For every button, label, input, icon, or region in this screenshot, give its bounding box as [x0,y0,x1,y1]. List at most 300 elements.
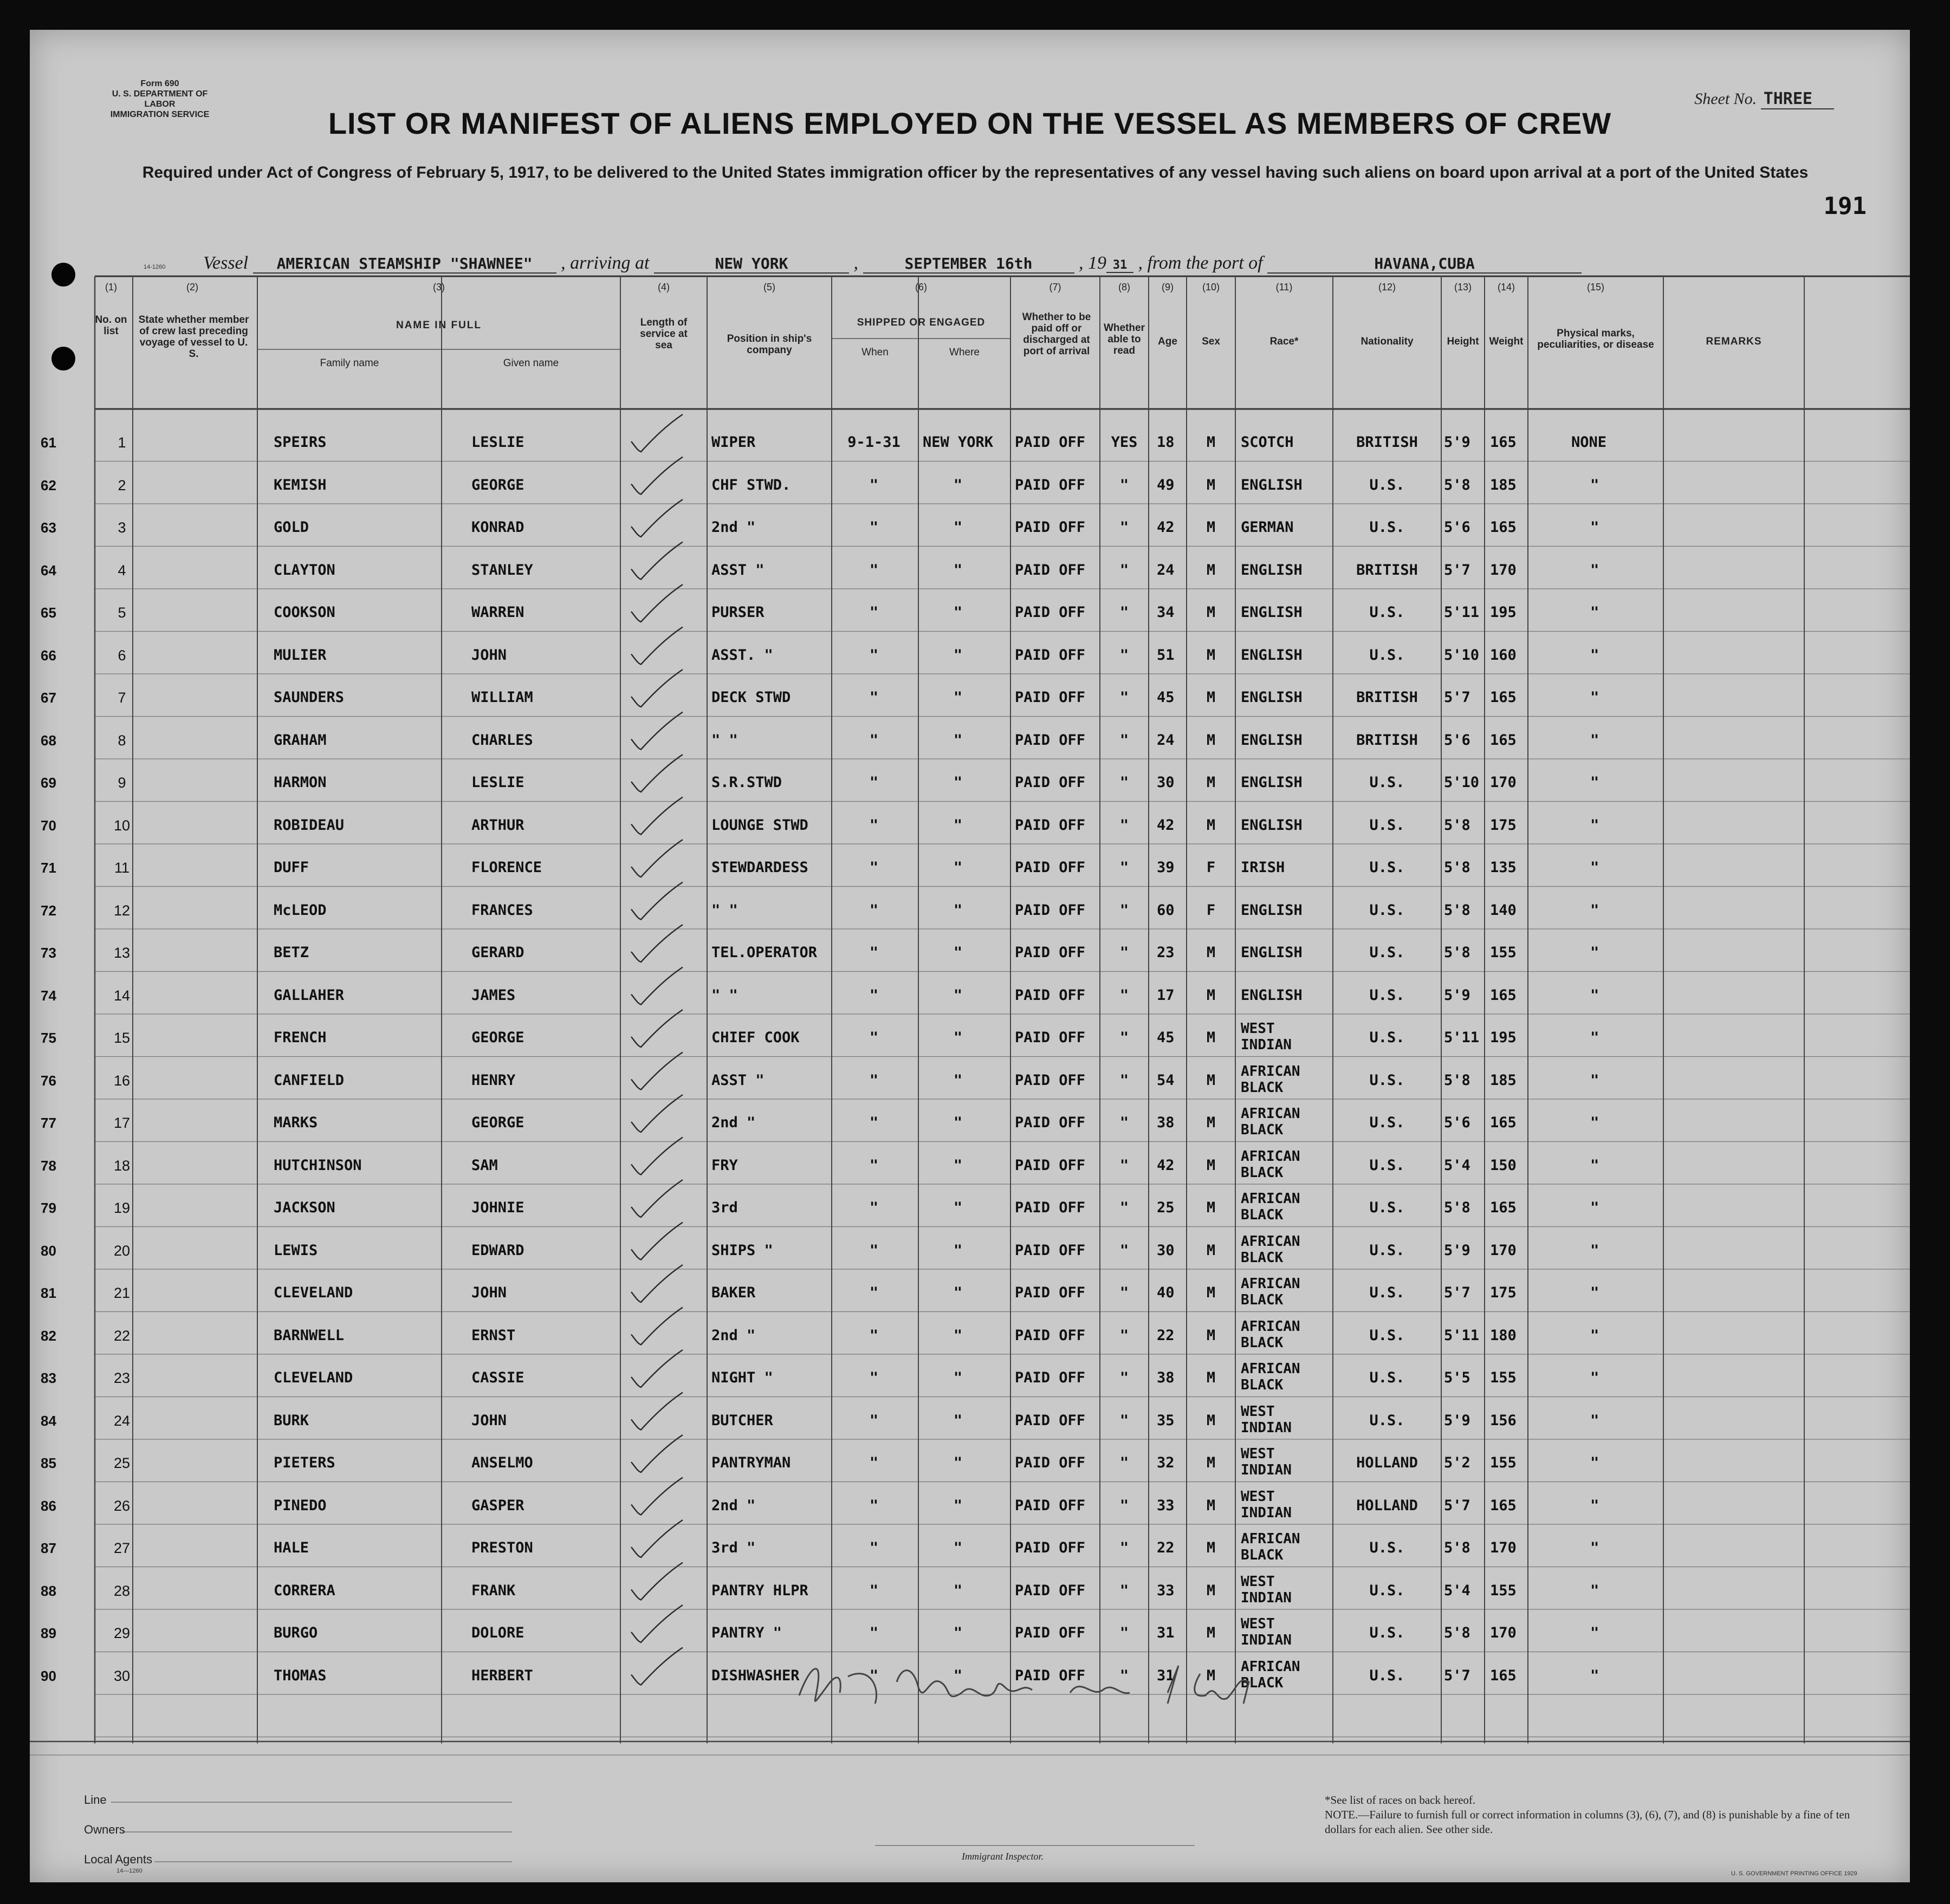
weight: 150 [1490,1156,1517,1174]
row-number: 3 [118,519,126,536]
family-name: ROBIDEAU [274,816,345,834]
position: STEWDARDESS [711,859,808,876]
col12-label: Nationality [1361,336,1414,347]
age: 31 [1157,1667,1175,1684]
physical-marks: " [1590,1369,1599,1386]
nationality: U.S. [1369,604,1405,621]
shipped-when: " [869,1369,879,1386]
height: 5'5 [1444,1369,1470,1386]
shipped-where: " [953,1624,963,1641]
nationality: U.S. [1369,1156,1405,1174]
manifest-sheet [30,30,1910,1882]
age: 24 [1157,731,1175,749]
check-mark-icon [631,1223,683,1260]
family-name: THOMAS [274,1667,327,1684]
page-subtitle: Required under Act of Congress of February 5, 1917, to be delivered to the United States immigration officer by the representatives of any vessel having such aliens on board upon arrival at a port of the United States [142,164,1809,181]
shipped-where: " [953,476,963,493]
nationality: U.S. [1369,1199,1405,1216]
height: 5'8 [1444,816,1470,834]
shipped-when: " [869,1412,879,1429]
shipped-when: " [869,1114,879,1131]
shipped-where: " [953,561,963,579]
given-name: WARREN [471,604,524,621]
race: ENGLISH [1241,944,1303,961]
given-name: KONRAD [471,519,524,536]
row-margin-number: 76 [41,1072,56,1089]
row-number: 2 [118,477,126,493]
shipped-where: " [953,1582,963,1599]
check-mark-icon [631,1265,683,1302]
able-to-read: " [1119,731,1129,749]
family-name: MARKS [274,1114,318,1131]
sex: M [1206,1199,1216,1216]
paid-off: PAID OFF [1015,859,1086,876]
shipped-when: " [869,1199,879,1216]
sex: M [1206,1369,1216,1386]
row-number: 5 [118,605,126,621]
col3-given: Given name [503,358,559,369]
height: 5'8 [1444,901,1470,919]
row-margin-number: 84 [41,1412,56,1429]
age: 60 [1157,901,1175,919]
paid-off: PAID OFF [1015,1539,1086,1556]
row-number: 23 [113,1370,131,1386]
family-name: HARMON [274,774,327,791]
shipped-where: " [953,986,963,1004]
able-to-read: " [1119,1412,1129,1429]
shipped-where: " [953,1369,963,1386]
row-margin-number: 69 [41,775,56,791]
shipped-where: " [953,1029,963,1046]
footer-agents-label: Local Agents [84,1853,152,1866]
paid-off: PAID OFF [1015,1497,1086,1514]
check-mark-icon [631,1478,683,1515]
physical-marks: " [1590,1582,1599,1599]
physical-marks: " [1590,689,1599,706]
able-to-read: " [1119,561,1129,579]
col15-label: Physical marks, peculiarities, or disease [1537,328,1654,350]
sex: F [1206,901,1216,919]
col8-label: Whether able to read [1104,322,1145,356]
able-to-read: " [1119,1071,1129,1089]
row-margin-number: 65 [41,605,56,621]
paid-off: PAID OFF [1015,689,1086,706]
position: BUTCHER [711,1412,773,1429]
able-to-read: " [1119,944,1129,961]
position: PURSER [711,604,765,621]
age: 18 [1157,434,1175,451]
weight: 195 [1490,1029,1517,1046]
weight: 170 [1490,1624,1517,1641]
col7-num: (7) [1049,282,1061,293]
row-number: 19 [113,1200,131,1216]
sex: M [1206,1412,1216,1429]
sheet-value: THREE [1761,89,1834,109]
paid-off: PAID OFF [1015,1624,1086,1641]
col6-label: SHIPPED OR ENGAGED [857,317,986,328]
shipped-where: " [953,604,963,621]
physical-marks: " [1590,1412,1599,1429]
race: AFRICAN BLACK [1241,1191,1300,1223]
position: SHIPS " [711,1242,773,1259]
family-name: BURK [274,1412,309,1429]
height: 5'8 [1444,1199,1470,1216]
shipped-where: " [953,1497,963,1514]
row-number: 4 [118,562,126,579]
able-to-read: " [1119,1667,1129,1684]
nationality: HOLLAND [1356,1454,1418,1471]
able-to-read: " [1119,1369,1129,1386]
given-name: PRESTON [471,1539,533,1556]
sex: M [1206,689,1216,706]
shipped-when: " [869,774,879,791]
race: AFRICAN BLACK [1241,1233,1300,1266]
check-mark-icon [631,1138,683,1175]
age: 33 [1157,1497,1175,1514]
nationality: BRITISH [1356,561,1418,579]
year-prefix: , 19 [1079,253,1106,273]
check-mark-icon [631,755,683,792]
nationality: U.S. [1369,944,1405,961]
shipped-when: " [869,519,879,536]
paid-off: PAID OFF [1015,1412,1086,1429]
height: 5'4 [1444,1582,1470,1599]
shipped-when: " [869,1071,879,1089]
shipped-where: " [953,1667,963,1684]
position: PANTRY " [711,1624,782,1641]
nationality: U.S. [1369,1029,1405,1046]
shipped-where: " [953,1156,963,1174]
family-name: SAUNDERS [274,689,345,706]
height: 5'11 [1444,1029,1480,1046]
paid-off: PAID OFF [1015,1242,1086,1259]
able-to-read: " [1119,1327,1129,1344]
nationality: U.S. [1369,1369,1405,1386]
paid-off: PAID OFF [1015,476,1086,493]
able-to-read: " [1119,646,1129,664]
race: ENGLISH [1241,476,1303,493]
row-margin-number: 85 [41,1455,56,1471]
shipped-when: " [869,1667,879,1684]
row-number: 15 [113,1030,131,1046]
shipped-when: " [869,476,879,493]
physical-marks: " [1590,944,1599,961]
shipped-when: " [869,944,879,961]
given-name: JAMES [471,986,516,1004]
age: 51 [1157,646,1175,664]
col11-label: Race* [1269,336,1299,347]
check-mark-icon [631,1393,683,1430]
shipped-where: " [953,1327,963,1344]
nationality: HOLLAND [1356,1497,1418,1514]
race: ENGLISH [1241,901,1303,919]
position: BAKER [711,1284,756,1301]
given-name: LESLIE [471,434,524,451]
row-margin-number: 83 [41,1370,56,1386]
race: WEST INDIAN [1241,1446,1292,1478]
able-to-read: " [1119,816,1129,834]
col10-label: Sex [1202,336,1220,347]
given-name: ERNST [471,1327,516,1344]
position: 2nd " [711,1327,756,1344]
weight: 165 [1490,689,1517,706]
inspector-label: Immigrant Inspector. [962,1851,1044,1862]
row-margin-number: 82 [41,1327,56,1344]
height: 5'9 [1444,1242,1470,1259]
sex: M [1206,1582,1216,1599]
age: 40 [1157,1284,1175,1301]
nationality: U.S. [1369,1242,1405,1259]
given-name: JOHN [471,1412,507,1429]
race: ENGLISH [1241,646,1303,664]
sex: M [1206,561,1216,579]
height: 5'8 [1444,1624,1470,1641]
family-name: GOLD [274,519,309,536]
check-mark-icon [631,797,683,835]
race: WEST INDIAN [1241,1488,1292,1521]
shipped-when: " [869,1454,879,1471]
family-name: GALLAHER [274,986,345,1004]
given-name: JOHN [471,1284,507,1301]
race: AFRICAN BLACK [1241,1148,1300,1181]
nationality: U.S. [1369,1412,1405,1429]
shipped-when: " [869,1539,879,1556]
age: 32 [1157,1454,1175,1471]
row-number: 6 [118,647,126,664]
height: 5'9 [1444,986,1470,1004]
height: 5'6 [1444,731,1470,749]
able-to-read: YES [1111,434,1138,451]
row-number: 10 [113,817,131,834]
physical-marks: " [1590,1284,1599,1301]
family-name: LEWIS [274,1242,318,1259]
age: 38 [1157,1114,1175,1131]
given-name: ARTHUR [471,816,524,834]
printer-mark: U. S. GOVERNMENT PRINTING OFFICE 1929 [1731,1870,1857,1877]
height: 5'8 [1444,1539,1470,1556]
page-title: LIST OR MANIFEST OF ALIENS EMPLOYED ON THE VESSEL AS MEMBERS OF CREW [328,106,1612,140]
paid-off: PAID OFF [1015,519,1086,536]
race: AFRICAN BLACK [1241,1361,1300,1393]
paid-off: PAID OFF [1015,1454,1086,1471]
physical-marks: " [1590,1624,1599,1641]
sex: M [1206,944,1216,961]
row-number: 8 [118,732,126,749]
race: GERMAN [1241,519,1294,536]
nationality: BRITISH [1356,689,1418,706]
able-to-read: " [1119,1242,1129,1259]
given-name: FLORENCE [471,859,542,876]
family-name: CLEVELAND [274,1284,353,1301]
age: 31 [1157,1624,1175,1641]
row-number: 25 [113,1455,131,1471]
given-name: HERBERT [471,1667,533,1684]
col1-num: (1) [105,282,117,293]
sex: M [1206,1114,1216,1131]
race: ENGLISH [1241,774,1303,791]
given-name: LESLIE [471,774,524,791]
physical-marks: " [1590,731,1599,749]
race: WEST INDIAN [1241,1616,1292,1648]
paid-off: PAID OFF [1015,1071,1086,1089]
position: 2nd " [711,1497,756,1514]
row-margin-number: 63 [41,519,56,536]
weight: 195 [1490,604,1517,621]
nationality: U.S. [1369,1582,1405,1599]
family-name: FRENCH [274,1029,327,1046]
col2-num: (2) [186,282,198,293]
height: 5'8 [1444,476,1470,493]
position: " " [711,731,738,749]
race: ENGLISH [1241,604,1303,621]
age: 35 [1157,1412,1175,1429]
weight: 170 [1490,774,1517,791]
nationality: U.S. [1369,1284,1405,1301]
form-code: 14-1260 [144,264,166,270]
age: 42 [1157,519,1175,536]
age: 54 [1157,1071,1175,1089]
physical-marks: " [1590,986,1599,1004]
weight: 155 [1490,944,1517,961]
weight: 155 [1490,1582,1517,1599]
service-name: IMMIGRATION SERVICE [110,110,210,119]
from-label: , from the port of [1138,253,1263,273]
family-name: McLEOD [274,901,327,919]
height: 5'10 [1444,646,1480,664]
paid-off: PAID OFF [1015,1029,1086,1046]
footer-line-label: Line [84,1793,107,1806]
family-name: PINEDO [274,1497,327,1514]
paid-off: PAID OFF [1015,901,1086,919]
vessel-label: Vessel [203,253,249,273]
col1-label: No. on list [95,314,127,337]
position: " " [711,986,738,1004]
check-mark-icon [631,1010,683,1047]
able-to-read: " [1119,1029,1129,1046]
race: AFRICAN BLACK [1241,1658,1300,1691]
height: 5'4 [1444,1156,1470,1174]
paid-off: PAID OFF [1015,774,1086,791]
weight: 165 [1490,1497,1517,1514]
position: ASST " [711,561,765,579]
row-number: 26 [113,1497,131,1514]
given-name: FRANCES [471,901,533,919]
race: WEST INDIAN [1241,1021,1292,1053]
row-margin-number: 70 [41,817,56,834]
departure-port: HAVANA,CUBA [1267,255,1582,274]
nationality: U.S. [1369,816,1405,834]
given-name: GEORGE [471,1029,524,1046]
form-number: Form 690 [140,79,179,88]
col16-label: REMARKS [1706,336,1762,347]
shipped-where: " [953,1454,963,1471]
shipped-when: " [869,986,879,1004]
races-note: *See list of races on back hereof. [1325,1793,1476,1806]
nationality: U.S. [1369,1667,1405,1684]
paid-off: PAID OFF [1015,1114,1086,1131]
col8-num: (8) [1118,282,1130,293]
check-mark-icon [631,1435,683,1472]
footer-notes [1325,1793,1867,1837]
given-name: SAM [471,1156,498,1174]
position: ASST " [711,1071,765,1089]
position: DECK STWD [711,689,791,706]
shipped-when: " [869,859,879,876]
given-name: DOLORE [471,1624,524,1641]
weight: 155 [1490,1369,1517,1386]
sex: M [1206,1454,1216,1471]
age: 30 [1157,1242,1175,1259]
weight: 140 [1490,901,1517,919]
race: WEST INDIAN [1241,1573,1292,1606]
age: 34 [1157,604,1175,621]
sex: M [1206,1327,1216,1344]
weight: 160 [1490,646,1517,664]
race: ENGLISH [1241,561,1303,579]
able-to-read: " [1119,689,1129,706]
paid-off: PAID OFF [1015,731,1086,749]
sex: M [1206,519,1216,536]
age: 22 [1157,1327,1175,1344]
sex: M [1206,1029,1216,1046]
nationality: BRITISH [1356,434,1418,451]
weight: 156 [1490,1412,1517,1429]
footer-agents-code: 14—1260 [116,1868,142,1874]
given-name: EDWARD [471,1242,524,1259]
paid-off: PAID OFF [1015,604,1086,621]
age: 24 [1157,561,1175,579]
row-margin-number: 68 [41,732,56,749]
race: AFRICAN BLACK [1241,1531,1300,1563]
age: 39 [1157,859,1175,876]
sex: M [1206,476,1216,493]
given-name: ANSELMO [471,1454,533,1471]
col9-label: Age [1158,336,1177,347]
family-name: HUTCHINSON [274,1156,362,1174]
row-number: 16 [113,1072,131,1089]
family-name: SPEIRS [274,434,327,451]
nationality: U.S. [1369,519,1405,536]
row-margin-number: 73 [41,945,56,961]
sheet-label: Sheet No. [1694,90,1757,108]
paid-off: PAID OFF [1015,1667,1086,1684]
row-margin-number: 78 [41,1157,56,1174]
given-name: FRANK [471,1582,516,1599]
nationality: U.S. [1369,1114,1405,1131]
family-name: HALE [274,1539,309,1556]
col15-num: (15) [1586,282,1604,293]
shipped-where: " [953,1412,963,1429]
row-margin-number: 87 [41,1540,56,1556]
row-number: 1 [118,434,126,451]
weight: 165 [1490,1114,1517,1131]
age: 30 [1157,774,1175,791]
weight: 165 [1490,519,1517,536]
row-margin-number: 67 [41,690,56,706]
shipped-when: " [869,1156,879,1174]
physical-marks: " [1590,519,1599,536]
position: 3rd " [711,1539,756,1556]
col5-label: Position in ship's company [727,333,812,356]
physical-marks: " [1590,774,1599,791]
sex: M [1206,774,1216,791]
physical-marks: " [1590,901,1599,919]
sex: M [1206,731,1216,749]
sex: M [1206,1156,1216,1174]
height: 5'7 [1444,689,1470,706]
check-mark-icon [631,712,683,750]
sex: F [1206,859,1216,876]
